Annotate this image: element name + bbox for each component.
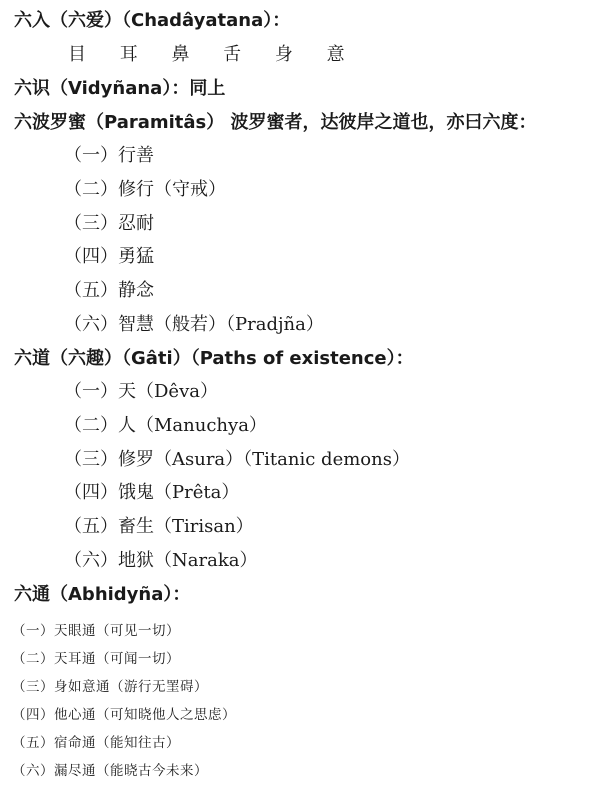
gati-item-5: （五）畜生（Tirisan） [64, 516, 254, 537]
abhidyna-item-2: （二）天耳通（可闻一切） [12, 651, 180, 667]
abhidyna-item-4: （四）他心通（可知晓他人之思虑） [12, 707, 236, 723]
gati-item-4: （四）饿鬼（Prêta） [64, 482, 240, 503]
section-title-liuru: 六入（六爱）（Chadâyatana）： [14, 10, 291, 31]
section-title-liutong: 六通（Abhidyña）： [14, 584, 191, 605]
paramita-item-2: （二）修行（守戒） [64, 179, 226, 200]
section-title-liudao: 六道（六趣）（Gâti）（Paths of existence）： [14, 348, 414, 369]
abhidyna-item-5: （五）宿命通（能知往古） [12, 735, 180, 751]
gati-item-1: （一）天（Dêva） [64, 381, 218, 402]
paramita-item-1: （一）行善 [64, 145, 154, 166]
gati-item-3: （三）修罗（Asura）（Titanic demons） [64, 449, 410, 470]
paramita-item-6: （六）智慧（般若）（Pradjña） [64, 314, 324, 335]
paramita-item-4: （四）勇猛 [64, 246, 154, 267]
abhidyna-item-3: （三）身如意通（游行无罣碍） [12, 679, 208, 695]
gati-item-2: （二）人（Manuchya） [64, 415, 267, 436]
paramita-item-3: （三）忍耐 [64, 213, 154, 234]
abhidyna-item-6: （六）漏尽通（能晓古今未来） [12, 763, 208, 779]
liuru-senses-list: 目 耳 鼻 舌 身 意 [68, 44, 359, 65]
paramita-item-5: （五）静念 [64, 280, 154, 301]
section-title-liuboluomi: 六波罗蜜（Paramitâs） 波罗蜜者，达彼岸之道也，亦曰六度： [14, 112, 537, 133]
abhidyna-item-1: （一）天眼通（可见一切） [12, 623, 180, 639]
section-title-liushi: 六识（Vidyñana）：同上 [14, 78, 226, 99]
gati-item-6: （六）地狱（Naraka） [64, 550, 258, 571]
